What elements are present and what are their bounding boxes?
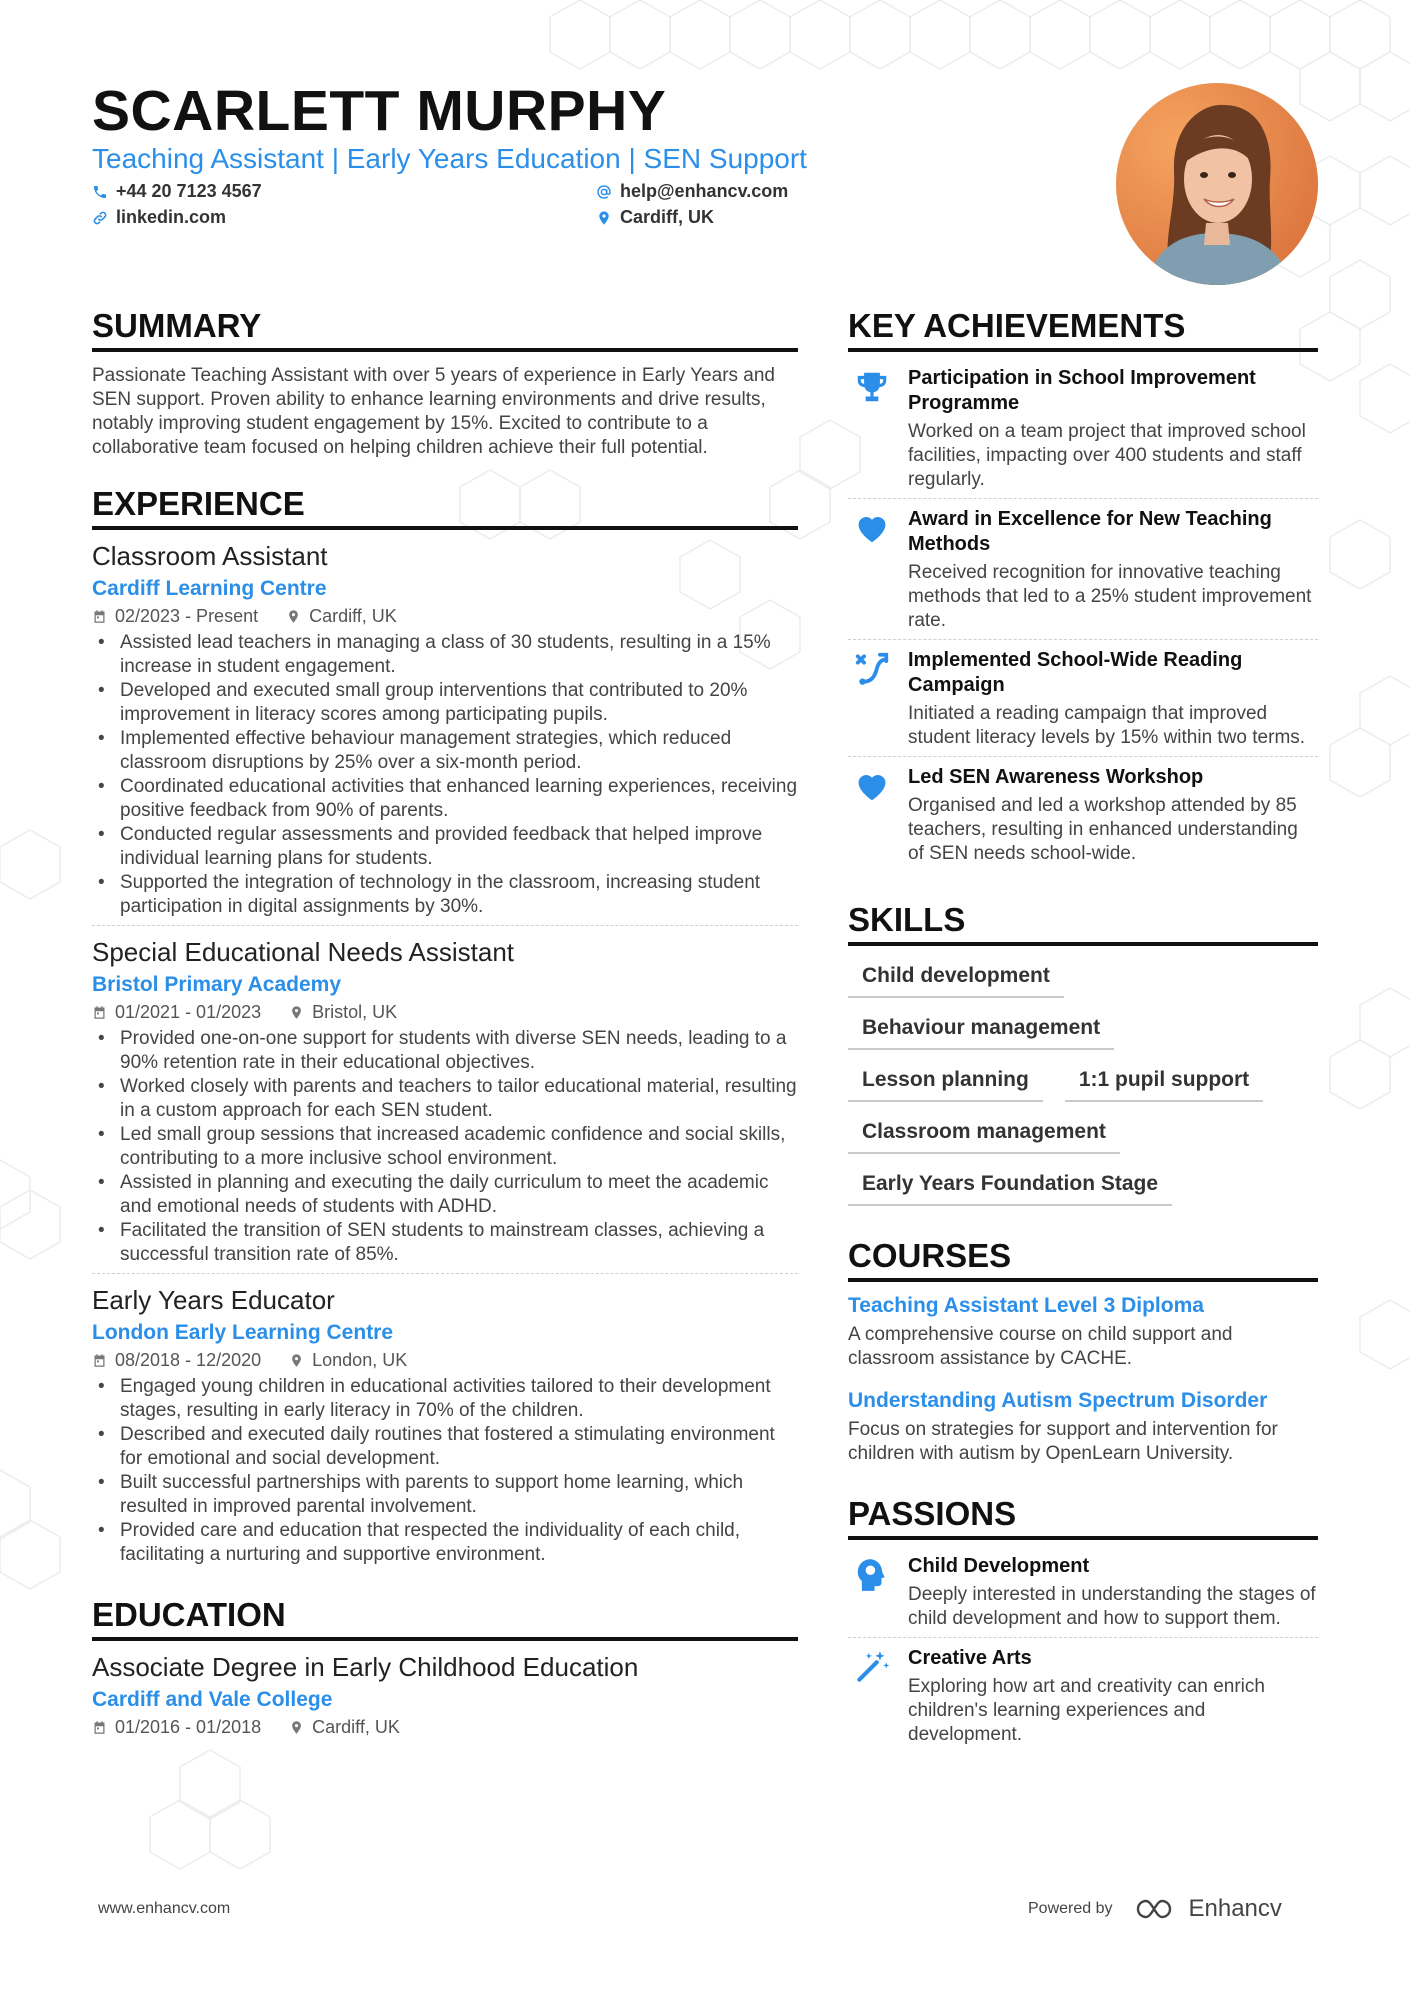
education-location: Cardiff, UK — [312, 1717, 400, 1737]
bullet-item: • Facilitated the transition of SEN students to mainstream classes, achieving a successful transition rate of 85%. — [92, 1219, 798, 1267]
location-pin-icon — [596, 210, 612, 226]
education-meta — [92, 1717, 798, 1738]
achievement-item — [848, 640, 1318, 756]
bullet-item: • Implemented effective behaviour management strategies, which reduced classroom disruptions by 25% over a six-month period. — [92, 727, 798, 775]
calendar-icon — [92, 1353, 107, 1368]
achievement-description: Organised and led a workshop attended by 85 teachers, resulting in enhanced understanding of SEN needs school-wide. — [908, 795, 1298, 864]
skills-list — [848, 960, 1318, 1206]
achievement-item — [848, 757, 1318, 872]
bullet-item: • Engaged young children in educational activities tailored to their development stages, resulting in early literacy in 70% of the children. — [92, 1375, 798, 1423]
achievement-item — [848, 499, 1318, 639]
passion-description: Exploring how art and creativity can enrich children's learning experiences and development. — [908, 1676, 1265, 1745]
job-meta — [92, 606, 798, 627]
bullet-item: • Supported the integration of technology in the classroom, increasing student participation in digital assignments by 30%. — [92, 871, 798, 919]
achievement-title: Participation in School Improvement Programme — [908, 367, 1256, 414]
experience-heading: EXPERIENCE — [92, 484, 798, 530]
course-description: Focus on strategies for support and intervention for children with autism by OpenLearn University. — [848, 1419, 1278, 1464]
achievement-title: Led SEN Awareness Workshop — [908, 766, 1204, 788]
experience-section — [92, 484, 798, 1567]
job-dates: 01/2021 - 01/2023 — [115, 1002, 262, 1022]
at-sign-icon — [596, 184, 612, 200]
courses-section — [848, 1236, 1318, 1466]
bullet-item: • Assisted lead teachers in managing a class of 30 students, resulting in a 15% increase in student engagement. — [92, 631, 798, 679]
education-dates: 01/2016 - 01/2018 — [115, 1717, 262, 1737]
passion-item — [848, 1638, 1318, 1753]
job-meta — [92, 1002, 798, 1023]
enhancv-logo-icon — [1135, 1897, 1181, 1921]
bullet-item: • Worked closely with parents and teachers to tailor educational material, resulting in a custom approach for each SEN student. — [92, 1075, 798, 1123]
location-pin-icon — [289, 1720, 304, 1735]
candidate-headline: Teaching Assistant | Early Years Education | SEN Support — [92, 143, 807, 174]
summary-section — [92, 306, 798, 460]
email-text: help@enhancv.com — [620, 181, 789, 201]
degree-title: Associate Degree in Early Childhood Education — [92, 1652, 639, 1682]
job-location: London, UK — [312, 1350, 408, 1370]
right-column — [848, 306, 1318, 1753]
achievement-title: Implemented School-Wide Reading Campaign — [908, 649, 1243, 696]
skill-tag: Behaviour management — [848, 1012, 1114, 1050]
bullet-item: • Led small group sessions that increased academic confidence and social skills, contributing to a more inclusive school environment. — [92, 1123, 798, 1171]
location-pin-icon — [289, 1005, 304, 1020]
education-heading: EDUCATION — [92, 1595, 798, 1641]
powered-by-label: Powered by — [1028, 1900, 1113, 1917]
skill-tag: Classroom management — [848, 1116, 1120, 1154]
strategy-icon — [853, 650, 891, 688]
skill-tag: Lesson planning — [848, 1064, 1043, 1102]
job-location: Bristol, UK — [312, 1002, 398, 1022]
phone-text: +44 20 7123 4567 — [116, 181, 262, 201]
bullet-item: • Built successful partnerships with parents to support home learning, which resulted in improved parental involvement. — [92, 1471, 798, 1519]
job-company: London Early Learning Centre — [92, 1321, 394, 1344]
job-entry — [92, 1284, 798, 1567]
bullet-item: • Coordinated educational activities that enhanced learning experiences, receiving positive feedback from 90% of parents. — [92, 775, 798, 823]
profile-photo — [1116, 83, 1318, 285]
head-brain-icon — [853, 1556, 891, 1594]
job-entry — [92, 936, 798, 1274]
passions-heading: PASSIONS — [848, 1494, 1318, 1540]
job-company: Bristol Primary Academy — [92, 973, 341, 996]
bullet-item: • Assisted in planning and executing the daily curriculum to meet the academic and emotional needs of students with ADHD. — [92, 1171, 798, 1219]
summary-text: Passionate Teaching Assistant with over 5 years of experience in Early Years and SEN support. Proven ability to enhance learning environments and drive results, notably improving student engagement by 15%. Excited to contribute to a collaborative team focused on helping children achieve their full potential. — [92, 365, 775, 458]
left-column — [92, 306, 798, 1738]
bullet-item: • Provided care and education that respected the individuality of each child, facilitating a nurturing and supportive environment. — [92, 1519, 798, 1567]
passion-item — [848, 1546, 1318, 1637]
bullet-item: • Provided one-on-one support for students with diverse SEN needs, leading to a 90% retention rate in their educational objectives. — [92, 1027, 798, 1075]
skills-section — [848, 900, 1318, 1206]
summary-heading: SUMMARY — [92, 306, 798, 352]
skill-tag: 1:1 pupil support — [1065, 1064, 1263, 1102]
divider — [92, 1273, 798, 1274]
skills-heading: SKILLS — [848, 900, 1318, 946]
achievement-title: Award in Excellence for New Teaching Methods — [908, 508, 1272, 555]
candidate-name: SCARLETT MURPHY — [92, 79, 667, 143]
bullet-item: • Described and executed daily routines that fostered a stimulating environment for emotional and social development. — [92, 1423, 798, 1471]
school-name: Cardiff and Vale College — [92, 1688, 333, 1711]
footer-website[interactable]: www.enhancv.com — [98, 1900, 231, 1917]
job-bullets — [92, 1027, 798, 1267]
heart-icon — [853, 509, 891, 547]
achievements-heading: KEY ACHIEVEMENTS — [848, 306, 1318, 352]
achievement-description: Initiated a reading campaign that improved student literacy levels by 15% within two terms. — [908, 703, 1306, 748]
contact-phone[interactable] — [92, 181, 262, 202]
footer-powered-by — [1028, 1895, 1282, 1923]
bullet-item: • Developed and executed small group interventions that contributed to 20% improvement in literacy scores among participating pupils. — [92, 679, 798, 727]
magic-wand-icon — [853, 1648, 891, 1686]
course-description: A comprehensive course on child support and classroom assistance by CACHE. — [848, 1324, 1233, 1369]
brand-logo[interactable] — [1135, 1895, 1282, 1923]
passion-description: Deeply interested in understanding the stages of child development and how to support them. — [908, 1584, 1316, 1629]
job-title: Classroom Assistant — [92, 541, 328, 571]
course-title: Understanding Autism Spectrum Disorder — [848, 1389, 1268, 1412]
achievement-description: Received recognition for innovative teaching methods that led to a 25% student improvement rate. — [908, 562, 1312, 631]
heart-icon — [853, 767, 891, 805]
job-title: Special Educational Needs Assistant — [92, 937, 515, 967]
contact-location — [596, 207, 714, 228]
contact-linkedin[interactable] — [92, 207, 226, 228]
job-bullets — [92, 631, 798, 919]
job-entry — [92, 540, 798, 926]
achievement-item — [848, 358, 1318, 498]
skill-tag: Child development — [848, 960, 1064, 998]
job-title: Early Years Educator — [92, 1285, 335, 1315]
phone-icon — [92, 184, 108, 200]
skill-tag: Early Years Foundation Stage — [848, 1168, 1172, 1206]
location-pin-icon — [286, 609, 301, 624]
calendar-icon — [92, 609, 107, 624]
job-dates: 08/2018 - 12/2020 — [115, 1350, 262, 1370]
calendar-icon — [92, 1720, 107, 1735]
location-pin-icon — [289, 1353, 304, 1368]
contact-email[interactable] — [596, 181, 788, 202]
passion-title: Creative Arts — [908, 1647, 1032, 1669]
job-meta — [92, 1350, 798, 1371]
achievements-section — [848, 306, 1318, 872]
achievement-description: Worked on a team project that improved school facilities, impacting over 400 students and staff regularly. — [908, 421, 1306, 490]
location-text: Cardiff, UK — [620, 207, 714, 227]
course-title: Teaching Assistant Level 3 Diploma — [848, 1294, 1204, 1317]
education-section — [92, 1595, 798, 1738]
brand-name: Enhancv — [1188, 1895, 1282, 1922]
link-icon — [92, 210, 108, 226]
job-bullets — [92, 1375, 798, 1567]
bullet-item: • Conducted regular assessments and provided feedback that helped improve individual learning plans for students. — [92, 823, 798, 871]
trophy-icon — [853, 368, 891, 406]
calendar-icon — [92, 1005, 107, 1020]
courses-heading: COURSES — [848, 1236, 1318, 1282]
job-location: Cardiff, UK — [309, 606, 397, 626]
job-company: Cardiff Learning Centre — [92, 577, 327, 600]
job-dates: 02/2023 - Present — [115, 606, 259, 626]
passion-title: Child Development — [908, 1555, 1090, 1577]
divider — [92, 925, 798, 926]
passions-section — [848, 1494, 1318, 1753]
linkedin-text: linkedin.com — [116, 207, 227, 227]
